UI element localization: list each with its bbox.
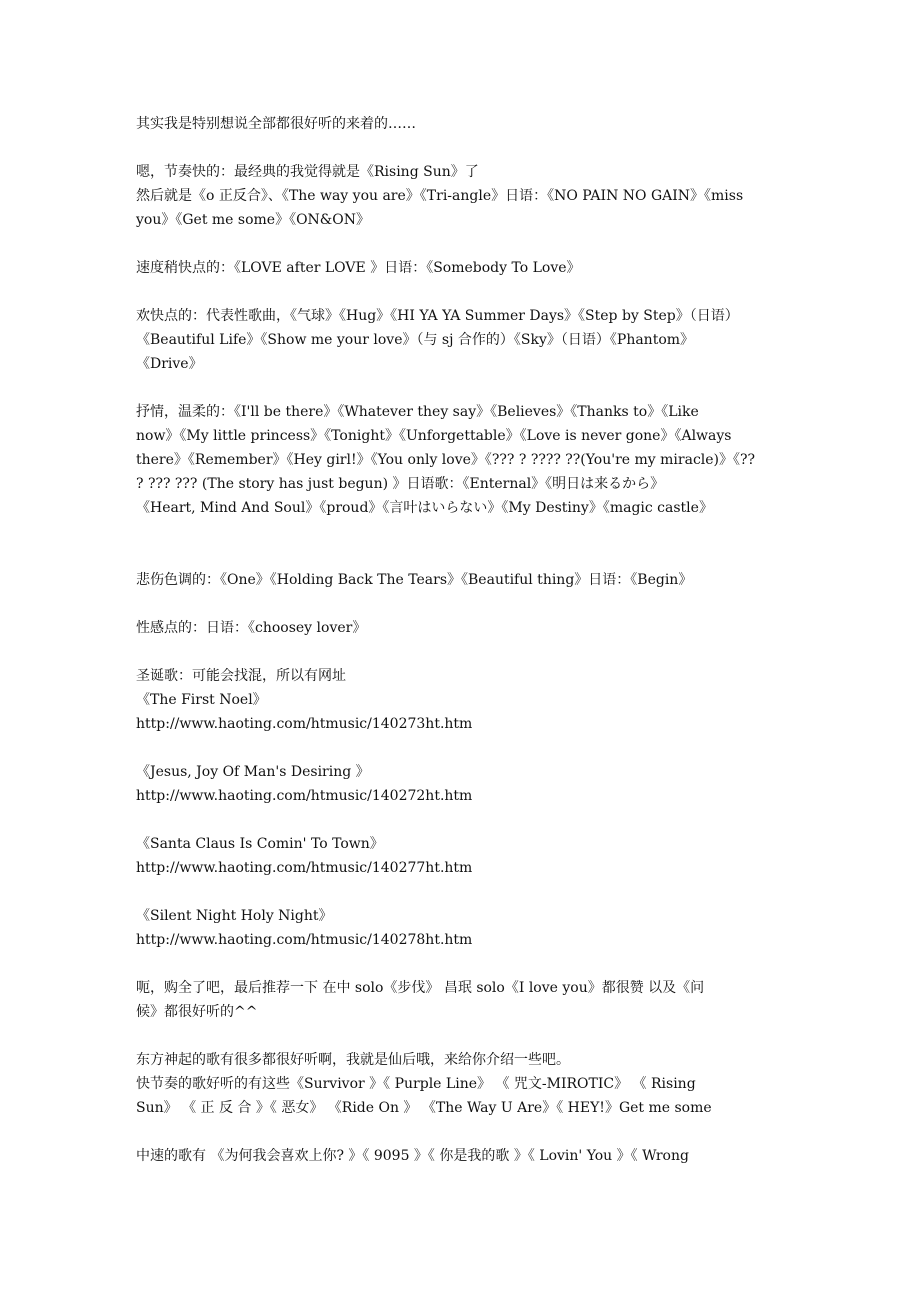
christmas-song-url: http://www.haoting.com/htmusic/140278ht.htm: [136, 932, 473, 948]
closing-line-2: 候》都很好听的^^: [136, 1004, 258, 1020]
lyrical-songs-paragraph: [136, 400, 786, 520]
christmas-song-title: 《Silent Night Holy Night》: [136, 908, 333, 924]
paragraph-spacer: [136, 376, 786, 400]
christmas-song-title: 《Santa Claus Is Comin' To Town》: [136, 836, 384, 852]
lyrical-songs-line-5: 《Heart, Mind And Soul》《proud》《言叶はいらない》《My Destiny》《magic castle》: [136, 500, 713, 516]
lyrical-songs-line-1: 抒情，温柔的：《I'll be there》《Whatever they say》《Believes》《Thanks to》《Like: [136, 404, 699, 420]
closing-line-1: 呃，购全了吧，最后推荐一下 在中 solo《步伐》 昌珉 solo《I love you》都很赞 以及《问: [136, 980, 705, 996]
paragraph-spacer: [136, 592, 786, 616]
fast-songs-line-2: 然后就是《o 正反合》、《The way you are》《Tri-angle》日语：《NO PAIN NO GAIN》《miss: [136, 188, 744, 204]
christmas-song-title: 《The First Noel》: [136, 692, 267, 708]
intro-paragraph: 其实我是特别想说全部都很好听的来着的……: [136, 116, 416, 132]
cheerful-songs-line-1: 欢快点的：代表性歌曲，《气球》《Hug》《HI YA YA Summer Days》《Step by Step》（日语）: [136, 308, 739, 324]
tvxq-paragraph: [136, 1048, 786, 1120]
christmas-intro: 圣诞歌：可能会找混，所以有网址: [136, 668, 346, 684]
paragraph-spacer: [136, 520, 786, 568]
sexy-songs-paragraph: 性感点的：日语：《choosey lover》: [136, 620, 367, 636]
paragraph-spacer: [136, 736, 786, 760]
paragraph-spacer: [136, 640, 786, 664]
paragraph-spacer: [136, 952, 786, 976]
lyrical-songs-line-3: there》《Remember》《Hey girl!》《You only love》《??? ? ???? ??(You're my miracle)》《??: [136, 452, 756, 468]
christmas-songs-section: [136, 664, 786, 952]
cheerful-songs-line-3: 《Drive》: [136, 356, 203, 372]
christmas-song-url: http://www.haoting.com/htmusic/140273ht.htm: [136, 716, 473, 732]
paragraph-spacer: [136, 136, 786, 160]
closing-paragraph: [136, 976, 786, 1024]
paragraph-spacer: [136, 280, 786, 304]
sad-songs-paragraph: 悲伤色调的：《One》《Holding Back The Tears》《Beautiful thing》日语：《Begin》: [136, 572, 693, 588]
tvxq-line-2: 快节奏的歌好听的有这些《Survivor 》《 Purple Line》 《 咒文-MIROTIC》 《 Rising: [136, 1076, 696, 1092]
cheerful-songs-paragraph: [136, 304, 786, 376]
medium-tempo-paragraph: 速度稍快点的：《LOVE after LOVE 》日语：《Somebody To Love》: [136, 260, 581, 276]
paragraph-spacer: [136, 232, 786, 256]
fast-songs-paragraph: [136, 160, 786, 232]
mid-tempo-songs-line: 中速的歌有 《为何我会喜欢上你? 》《 9095 》《 你是我的歌 》《 Lovin' You 》《 Wrong: [136, 1148, 689, 1164]
christmas-song-url: http://www.haoting.com/htmusic/140277ht.htm: [136, 860, 473, 876]
document-body: [136, 112, 786, 1168]
paragraph-spacer: [136, 808, 786, 832]
paragraph-spacer: [136, 1120, 786, 1144]
tvxq-line-3: Sun》 《 正 反 合 》《 恶女》 《Ride On 》 《The Way U Are》《 HEY!》Get me some: [136, 1100, 712, 1116]
lyrical-songs-line-4: ? ??? ??? (The story has just begun) 》日语歌：《Enternal》《明日は来るから》: [136, 476, 665, 492]
christmas-song-url: http://www.haoting.com/htmusic/140272ht.htm: [136, 788, 473, 804]
christmas-song-title: 《Jesus, Joy Of Man's Desiring 》: [136, 764, 370, 780]
fast-songs-line-1: 嗯，节奏快的：最经典的我觉得就是《Rising Sun》了: [136, 164, 479, 180]
tvxq-line-1: 东方神起的歌有很多都很好听啊，我就是仙后哦，来给你介绍一些吧。: [136, 1052, 570, 1068]
cheerful-songs-line-2: 《Beautiful Life》《Show me your love》（与 sj 合作的）《Sky》（日语）《Phantom》: [136, 332, 695, 348]
lyrical-songs-line-2: now》《My little princess》《Tonight》《Unforgettable》《Love is never gone》《Always: [136, 428, 732, 444]
fast-songs-line-3: you》《Get me some》《ON&ON》: [136, 212, 371, 228]
paragraph-spacer: [136, 880, 786, 904]
paragraph-spacer: [136, 1024, 786, 1048]
